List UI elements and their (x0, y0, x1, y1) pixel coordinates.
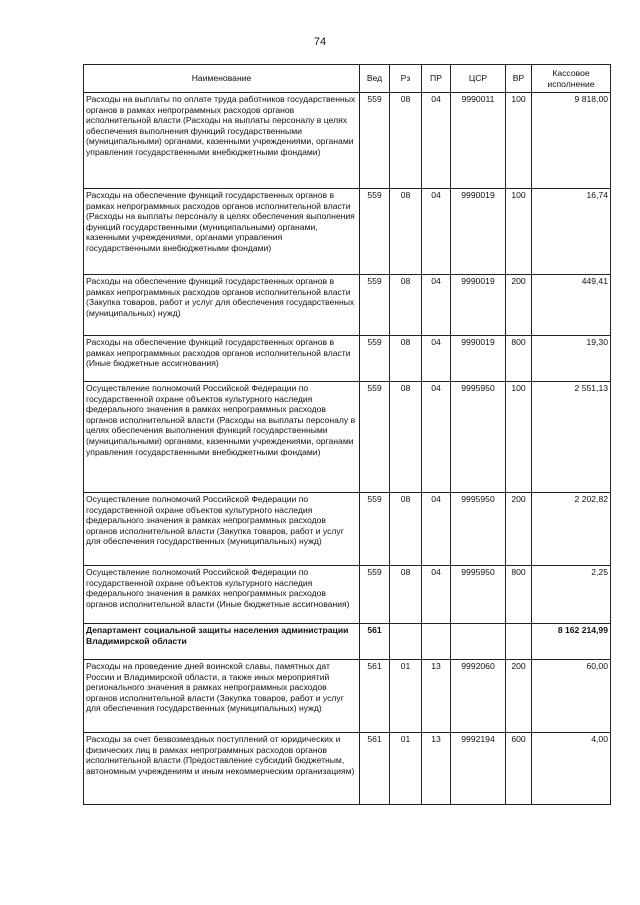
row-name: Расходы за счет безвозмездных поступлений от юридических и физических лиц в рамках непрограммных расходов органов исполнительной власти (Предоставление субсидий бюджетным, автономным учреждениям и иным некоммерческим организациям) (84, 733, 360, 805)
row-rz: 08 (390, 493, 422, 566)
row-rz (390, 624, 422, 660)
row-csr: 9995950 (451, 566, 506, 624)
row-amount: 2 202,82 (532, 493, 611, 566)
row-ved: 561 (360, 733, 390, 805)
row-ved: 559 (360, 493, 390, 566)
table-row (84, 275, 611, 336)
table-row (84, 336, 611, 382)
table-row (84, 93, 611, 189)
row-rz: 01 (390, 660, 422, 733)
row-name: Осуществление полномочий Российской Федерации по государственной охране объектов культурного наследия федерального значения в рамках непрограммных расходов органов исполнительной власти (Закупка товаров, работ и услуг для обеспечения государственных (муниципальных) нужд) (84, 493, 360, 566)
row-ved: 559 (360, 275, 390, 336)
row-csr: 9995950 (451, 493, 506, 566)
row-amount: 4,00 (532, 733, 611, 805)
table-row-department (84, 624, 611, 660)
row-name: Расходы на обеспечение функций государственных органов в рамках непрограммных расходов органов исполнительной власти (Иные бюджетные ассигнования) (84, 336, 360, 382)
table-row (84, 189, 611, 275)
row-vr: 800 (506, 336, 532, 382)
row-vr: 100 (506, 189, 532, 275)
row-rz: 08 (390, 93, 422, 189)
row-pr: 04 (422, 93, 451, 189)
row-vr: 100 (506, 93, 532, 189)
row-csr (451, 624, 506, 660)
table-row (84, 660, 611, 733)
row-amount: 2 551,13 (532, 382, 611, 493)
row-vr: 200 (506, 275, 532, 336)
row-amount: 449,41 (532, 275, 611, 336)
row-rz: 08 (390, 566, 422, 624)
header-vr: ВР (506, 65, 532, 93)
row-rz: 01 (390, 733, 422, 805)
row-name: Расходы на обеспечение функций государственных органов в рамках непрограммных расходов органов исполнительной власти (Закупка товаров, работ и услуг для обеспечения государственных (муниципальных) нужд) (84, 275, 360, 336)
row-pr: 13 (422, 660, 451, 733)
row-name: Департамент социальной защиты населения администрации Владимирской области (84, 624, 360, 660)
row-csr: 9990019 (451, 275, 506, 336)
header-rz: Рз (390, 65, 422, 93)
row-pr (422, 624, 451, 660)
row-pr: 04 (422, 189, 451, 275)
row-csr: 9992060 (451, 660, 506, 733)
row-name: Расходы на проведение дней воинской славы, памятных дат России и Владимирской области, а также иных мероприятий регионального значения в рамках непрограммных расходов органов исполнительной власти (Закупка товаров, работ и услуг для обеспечения государственных (муниципальных) нужд) (84, 660, 360, 733)
row-amount: 19,30 (532, 336, 611, 382)
row-vr: 600 (506, 733, 532, 805)
row-amount: 2,25 (532, 566, 611, 624)
row-name: Осуществление полномочий Российской Федерации по государственной охране объектов культурного наследия федерального значения в рамках непрограммных расходов органов исполнительной власти (Расходы на выплаты персоналу в целях обеспечения выполнения функций государственными (муниципальными) органами, казенными учреждениями, органами управления государственными внебюджетными фондами) (84, 382, 360, 493)
row-amount: 8 162 214,99 (532, 624, 611, 660)
header-csr: ЦСР (451, 65, 506, 93)
table-row (84, 566, 611, 624)
row-amount: 9 818,00 (532, 93, 611, 189)
row-ved: 561 (360, 660, 390, 733)
table-row (84, 493, 611, 566)
row-rz: 08 (390, 382, 422, 493)
page-number: 74 (313, 36, 327, 48)
row-name: Осуществление полномочий Российской Федерации по государственной охране объектов культурного наследия федерального значения в рамках непрограммных расходов органов исполнительной власти (Иные бюджетные ассигнования) (84, 566, 360, 624)
header-pr: ПР (422, 65, 451, 93)
row-pr: 04 (422, 275, 451, 336)
row-amount: 16,74 (532, 189, 611, 275)
row-csr: 9990019 (451, 336, 506, 382)
row-ved: 559 (360, 189, 390, 275)
row-ved: 561 (360, 624, 390, 660)
row-vr (506, 624, 532, 660)
budget-execution-table (83, 64, 611, 805)
row-name: Расходы на выплаты по оплате труда работников государственных органов в рамках непрограммных расходов органов исполнительной власти (Расходы на выплаты персоналу в целях обеспечения выполнения функций государственными (муниципальными) органами, казенными учреждениями, органами управления государственными внебюджетными фондами) (84, 93, 360, 189)
row-pr: 04 (422, 566, 451, 624)
row-rz: 08 (390, 189, 422, 275)
row-vr: 100 (506, 382, 532, 493)
row-csr: 9995950 (451, 382, 506, 493)
row-vr: 200 (506, 660, 532, 733)
header-amount: Кассовое исполнение (532, 65, 611, 93)
row-rz: 08 (390, 275, 422, 336)
row-ved: 559 (360, 566, 390, 624)
row-vr: 200 (506, 493, 532, 566)
row-ved: 559 (360, 336, 390, 382)
row-ved: 559 (360, 93, 390, 189)
row-ved: 559 (360, 382, 390, 493)
row-csr: 9990011 (451, 93, 506, 189)
table-row (84, 733, 611, 805)
row-vr: 800 (506, 566, 532, 624)
header-ved: Вед (360, 65, 390, 93)
row-rz: 08 (390, 336, 422, 382)
row-csr: 9990019 (451, 189, 506, 275)
row-pr: 04 (422, 493, 451, 566)
table-row (84, 382, 611, 493)
table-header-row (84, 65, 611, 93)
row-pr: 04 (422, 382, 451, 493)
header-name: Наименование (84, 65, 360, 93)
row-csr: 9992194 (451, 733, 506, 805)
row-pr: 13 (422, 733, 451, 805)
row-pr: 04 (422, 336, 451, 382)
row-amount: 60,00 (532, 660, 611, 733)
row-name: Расходы на обеспечение функций государственных органов в рамках непрограммных расходов органов исполнительной власти (Расходы на выплаты персоналу в целях обеспечения выполнения функций государственными (муниципальными) органами, казенными учреждениями, органами управления государственными внебюджетными фондами) (84, 189, 360, 275)
